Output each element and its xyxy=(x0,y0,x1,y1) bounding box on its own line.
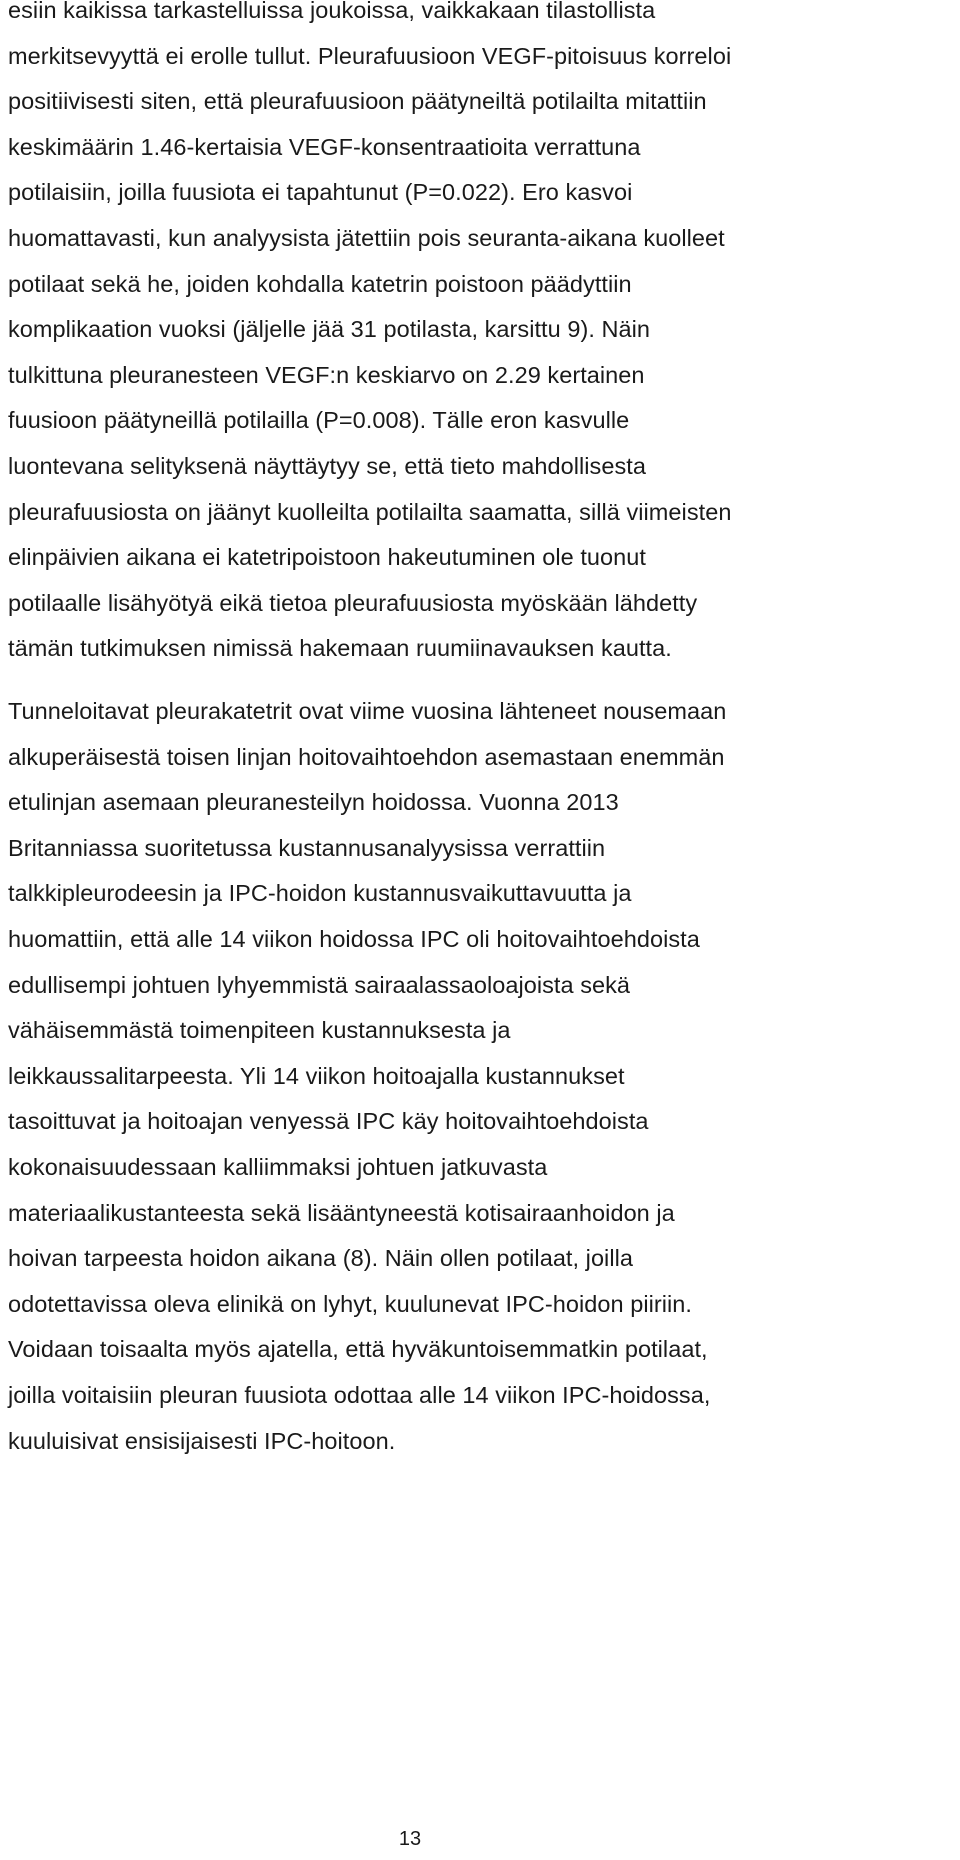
text-line: hoivan tarpeesta hoidon aikana (8). Näin ollen potilaat, joilla xyxy=(8,1245,633,1272)
text-line: odotettavissa oleva elinikä on lyhyt, kuulunevat IPC-hoidon piiriin. xyxy=(8,1290,692,1317)
text-line: luontevana selityksenä näyttäytyy se, että tieto mahdollisesta xyxy=(8,452,646,479)
text-line: Voidaan toisaalta myös ajatella, että hyväkuntoisemmatkin potilaat, xyxy=(8,1336,708,1363)
text-line: esiin kaikissa tarkastelluissa joukoissa, vaikkakaan tilastollista xyxy=(8,0,656,23)
text-line: alkuperäisestä toisen linjan hoitovaihtoehdon asemastaan enemmän xyxy=(8,743,725,770)
text-line: elinpäivien aikana ei katetripoistoon hakeutuminen ole tuonut xyxy=(8,544,646,571)
text-line: huomattavasti, kun analyysista jätettiin pois seuranta-aikana kuolleet xyxy=(8,224,725,251)
text-line: talkkipleurodeesin ja IPC-hoidon kustannusvaikuttavuutta ja xyxy=(8,880,632,907)
text-line: tasoittuvat ja hoitoajan venyessä IPC käy hoitovaihtoehdoista xyxy=(8,1108,649,1135)
text-line: tulkittuna pleuranesteen VEGF:n keskiarvo on 2.29 kertainen xyxy=(8,361,645,388)
text-line: potilaisiin, joilla fuusiota ei tapahtunut (P=0.022). Ero kasvoi xyxy=(8,179,633,206)
text-line: pleurafuusiosta on jäänyt kuolleilta potilailta saamatta, sillä viimeisten xyxy=(8,498,732,525)
text-line: fuusioon päätyneillä potilailla (P=0.008). Tälle eron kasvulle xyxy=(8,407,630,434)
text-line: huomattiin, että alle 14 viikon hoidossa IPC oli hoitovaihtoehdoista xyxy=(8,925,700,952)
page-number: 13 xyxy=(398,1828,422,1850)
text-line: etulinjan asemaan pleuranesteilyn hoidossa. Vuonna 2013 xyxy=(8,789,619,816)
text-line: kuuluisivat ensisijaisesti IPC-hoitoon. xyxy=(8,1427,396,1454)
text-line: materiaalikustanteesta sekä lisääntyneestä kotisairaanhoidon ja xyxy=(8,1199,675,1226)
text-line: komplikaation vuoksi (jäljelle jää 31 potilasta, karsittu 9). Näin xyxy=(8,316,651,343)
text-line: tämän tutkimuksen nimissä hakemaan ruumiinavauksen kautta. xyxy=(8,635,672,662)
text-line: keskimäärin 1.46-kertaisia VEGF-konsentraatioita verrattuna xyxy=(8,133,641,160)
text-line: merkitsevyyttä ei erolle tullut. Pleurafuusioon VEGF-pitoisuus korreloi xyxy=(8,42,732,69)
text-line: positiivisesti siten, että pleurafuusioon päätyneiltä potilailta mitattiin xyxy=(8,88,707,115)
text-line: kokonaisuudessaan kalliimmaksi johtuen jatkuvasta xyxy=(8,1153,548,1180)
paragraph-ipc-cost-analysis xyxy=(8,689,953,1464)
text-line: Britanniassa suoritetussa kustannusanalyysissa verrattiin xyxy=(8,834,606,861)
text-line: potilaat sekä he, joiden kohdalla katetrin poistoon päädyttiin xyxy=(8,270,632,297)
text-line: leikkaussalitarpeesta. Yli 14 viikon hoitoajalla kustannukset xyxy=(8,1062,625,1089)
text-line: edullisempi johtuen lyhyemmistä sairaalassaoloajoista sekä xyxy=(8,971,631,998)
text-line: joilla voitaisiin pleuran fuusiota odottaa alle 14 viikon IPC-hoidossa, xyxy=(8,1381,711,1408)
paragraph-vegf-results xyxy=(8,0,953,672)
text-line: potilaalle lisähyötyä eikä tietoa pleurafuusiosta myöskään lähdetty xyxy=(8,589,698,616)
text-line: vähäisemmästä toimenpiteen kustannuksesta ja xyxy=(8,1017,511,1044)
text-line: Tunneloitavat pleurakatetrit ovat viime vuosina lähteneet nousemaan xyxy=(8,698,727,724)
